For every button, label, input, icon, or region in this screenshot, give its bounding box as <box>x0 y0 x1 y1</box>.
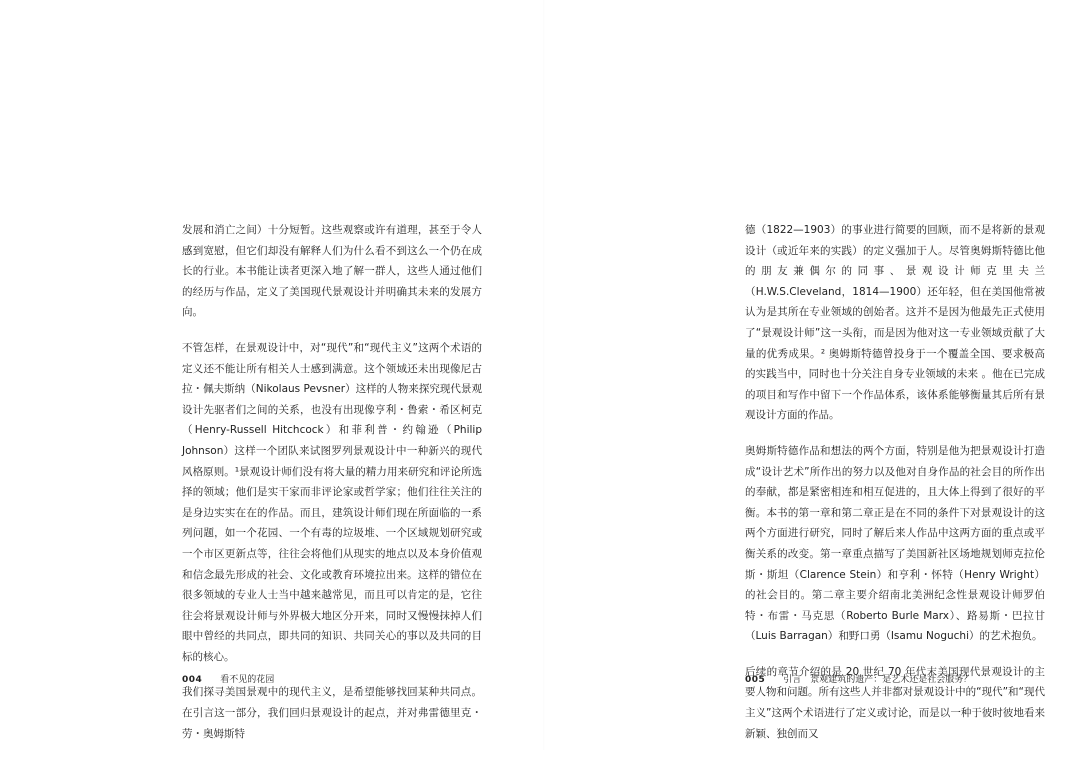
left-page-footer <box>182 672 274 685</box>
right-page-footer <box>745 672 972 685</box>
body-paragraph: 后续的章节介绍的是 20 世纪 70 年代末美国现代景观设计的主要人物和问题。所有这些人并非都对景观设计中的“现代”和“现代主义”这两个术语进行了定义或讨论，而是以一种于彼时彼地看来新颖、独创而又 <box>745 665 1045 740</box>
body-paragraph: 奥姆斯特德作品和想法的两个方面，特别是他为把景观设计打造成“设计艺术”所作出的努力以及他对自身作品的社会目的所作出的奉献，都是紧密相连和相互促进的，且大体上得到了很好的平衡。本书的第一章和第二章正是在不同的条件下对景观设计的这两个方面进行研究，同时了解后来人作品中这两方面的重点或平衡关系的改变。第一章重点描写了美国新社区场地规划师克拉伦斯・斯坦（Clarence Stein）和亨利・怀特（Henry Wright）的社会目的。第二章主要介绍南北美洲纪念性景观设计师罗伯特・布雷・马克思（Roberto Burle Marx）、路易斯・巴拉甘（Luis Barragan）和野口勇（Isamu Noguchi）的艺术抱负。 <box>745 444 1045 643</box>
running-title: 引言 景观建筑的遗产：是艺术还是社会服务？ <box>783 675 973 685</box>
right-page <box>544 0 1088 750</box>
body-paragraph: 德（1822—1903）的事业进行简要的回顾，而不是将新的景观设计（或近年来的实践）的定义强加于人。尽管奥姆斯特德比他的朋友兼偶尔的同事、景观设计师克里夫兰（H.W.S.Cleveland，1814—1900）还年轻，但在美国他常被认为是其所在专业领域的创始者。这并不是因为他最先正式使用了“景观设计师”这一头衔，而是因为他对这一专业领域贡献了大量的优秀成果。² 奥姆斯特德曾投身于一个覆盖全国、要求极高的实践当中，同时也十分关注自身专业领域的未来 。他在已完成的项目和写作中留下一个作品体系，该体系能够衡量其后所有景观设计方面的作品。 <box>745 224 1045 422</box>
body-paragraph: 我们探寻美国景观中的现代主义，是希望能够找回某种共同点。在引言这一部分，我们回归景观设计的起点，并对弗雷德里克・劳・奥姆斯特 <box>182 686 482 740</box>
page-number: 005 <box>745 675 766 685</box>
body-paragraph: 不管怎样，在景观设计中，对“现代”和“现代主义”这两个术语的定义还不能让所有相关人士感到满意。这个领域还未出现像尼古拉・佩夫斯纳（Nikolaus Pevsner）这样的人物来探究现代景观设计先驱者们之间的关系，也没有出现像亨利・鲁索・希区柯克（Henry-Russell Hitchcock）和菲利普・约翰逊（Philip Johnson）这样一个团队来试图罗列景观设计中一种新兴的现代风格原则。¹景观设计师们没有将大量的精力用来研究和评论所选择的领域；他们是实干家而非评论家或哲学家；他们往往关注的是身边实实在在的作品。而且，建筑设计师们现在所面临的一系列问题，如一个花园、一个有毒的垃圾堆、一个区域规划研究或一个市区更新点等，往往会将他们从现实的地点以及本身价值观和信念最先形成的社会、文化或教育环境拉出来。这样的错位在很多领域的专业人士当中越来越常见，而且可以肯定的是，它往往会将景观设计师与外界极大地区分开来，同时又慢慢抹掉人们眼中曾经的共同点，即共同的知识、共同关心的事以及共同的目标的核心。 <box>182 341 482 663</box>
page-number: 004 <box>182 675 203 685</box>
left-page <box>0 0 544 750</box>
body-paragraph: 发展和消亡之间）十分短暂。这些观察或许有道理，甚至于令人感到宽慰，但它们却没有解释人们为什么看不到这么一个仍在成长的行业。本书能让读者更深入地了解一群人，这些人通过他们的经历与作品，定义了美国现代景观设计并明确其未来的发展方向。 <box>182 224 482 319</box>
running-title: 看不见的花园 <box>220 675 275 685</box>
